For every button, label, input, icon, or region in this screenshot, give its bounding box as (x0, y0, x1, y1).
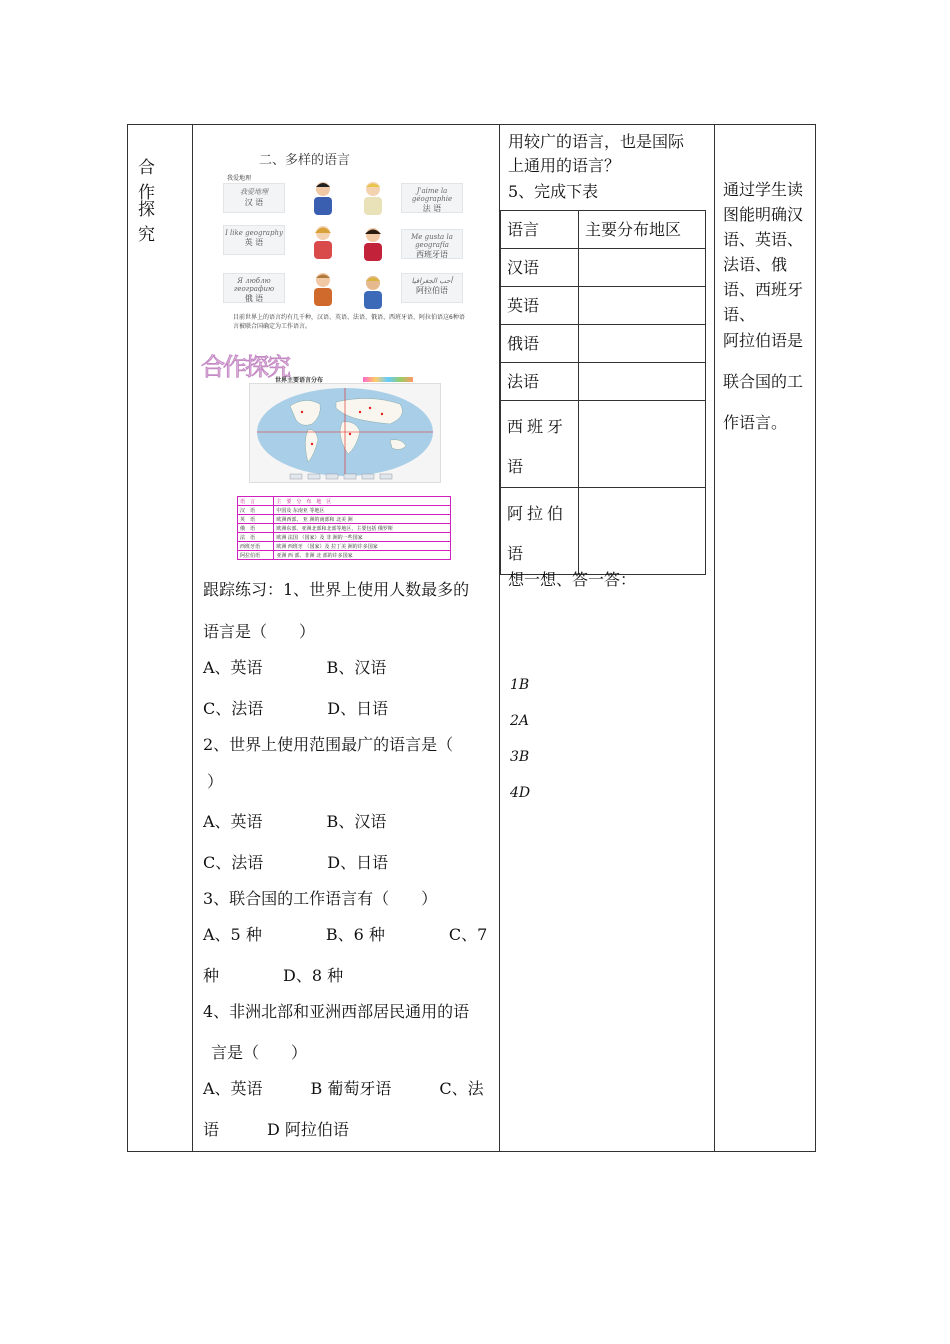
person-english-icon (308, 223, 338, 261)
q4-options-2: 语 D 阿拉伯语 (203, 1120, 349, 1139)
card-chinese: 我爱地理 汉 语 (223, 183, 285, 213)
language-distribution-table (500, 210, 706, 575)
map-color-key (363, 377, 413, 382)
intent-line-6: 语、 (723, 305, 756, 324)
person-spanish-icon (358, 225, 388, 263)
lesson-table (127, 124, 816, 1152)
answer-2: 2A (510, 713, 530, 729)
q4-line1: 4、非洲北部和亚洲西部居民通用的语 (203, 1002, 470, 1021)
card-arabic: أحب الجغرافيا 阿拉伯语 (401, 273, 463, 303)
q1-options-2: C、法语 D、日语 (203, 699, 389, 718)
person-chinese-icon (308, 179, 338, 217)
language-legend-table: 语 言 主 要 分 布 地 区 汉 语 中国及 东南亚 等地区 英 语 欧洲西部、 亚 洲的南部和 北美 洲 俄 语 欧洲东部、亚洲北部和北部等地区，主要包括 俄罗斯 法 语 欧洲 法国 （国家）及 非 洲的一些国家 西班牙语 欧洲 西班牙 （国家）及 拉丁美 洲的许多国家 阿拉伯语 亚洲 西 部、非洲 北 部的许多国家 (237, 496, 451, 560)
row-spanish: 西班牙 语 (501, 401, 579, 488)
map-title: 世界主要语言分布 (275, 377, 324, 384)
row-russian: 俄语 (501, 325, 579, 363)
illustration-caption: 目前世界上的语言约有几千种，汉语、英语、法语、俄语、西班牙语、阿拉伯语这6种语言被联合国确定为工作语言。 (233, 314, 465, 330)
q2-line1: 2、世界上使用范围最广的语言是（ (203, 735, 454, 754)
q3-options-1: A、5 种 B、6 种 C、7 (203, 925, 488, 944)
q2-options-2: C、法语 D、日语 (203, 853, 389, 872)
q-continued-line1: 用较广的语言，也是国际 (508, 132, 685, 151)
cell-blank (579, 287, 706, 325)
q3-line1: 3、联合国的工作语言有（ ） (203, 889, 438, 908)
th-language: 语言 (501, 211, 579, 249)
intent-line-1: 通过学生读 (723, 180, 804, 199)
card-french: J'aime la géographie 法 语 (401, 183, 463, 213)
q3-options-2: 种 D、8 种 (203, 966, 344, 985)
cooperate-title: 合作探究 (201, 353, 289, 381)
illustration-subheading: 我爱地理 (227, 175, 252, 182)
q1-line2: 语言是（ ） (203, 622, 316, 641)
intent-line-8: 联合国的工 (723, 372, 804, 391)
q-continued-line2: 上通用的语言？ (508, 156, 621, 175)
q1-options-1: A、英语 B、汉语 (203, 658, 387, 677)
th-region: 主要分布地区 (579, 211, 706, 249)
person-french-icon (358, 179, 388, 217)
q4-line2: 言是（ ） (211, 1043, 308, 1062)
cell-blank (579, 249, 706, 287)
card-spanish: Me gusta la geografía 西班牙语 (401, 229, 463, 259)
person-russian-icon (308, 270, 338, 308)
q2-line2: ） (207, 772, 224, 791)
world-language-map (249, 383, 441, 483)
section-label-line1: 合作 (138, 158, 177, 203)
intent-line-4: 法语、俄 (723, 255, 788, 274)
intent-line-2: 图能明确汉 (723, 205, 804, 224)
person-arabic-icon (358, 273, 388, 311)
q4-options-1: A、英语 B 葡萄牙语 C、法 (203, 1079, 484, 1098)
cell-blank (579, 363, 706, 401)
card-russian: Я люблю географию 俄 语 (223, 273, 285, 303)
language-illustration (193, 125, 499, 565)
cell-blank (579, 488, 706, 575)
intent-line-3: 语、英语、 (723, 230, 804, 249)
answer-3: 3B (510, 749, 530, 765)
row-english: 英语 (501, 287, 579, 325)
answer-4: 4D (510, 785, 531, 801)
q5-title: 5、完成下表 (508, 182, 599, 201)
q2-options-1: A、英语 B、汉语 (203, 812, 387, 831)
think-answer-label: 想一想、答一答： (508, 570, 637, 589)
answer-1: 1B (510, 677, 530, 693)
row-arabic: 阿拉伯 语 (501, 488, 579, 575)
row-chinese: 汉语 (501, 249, 579, 287)
intent-line-5: 语、西班牙 (723, 280, 804, 299)
card-english: I like geography 英 语 (223, 225, 285, 255)
intent-line-9: 作语言。 (723, 413, 788, 432)
q1-line1: 跟踪练习：1、世界上使用人数最多的 (203, 580, 470, 599)
section-label-line2: 探究 (138, 200, 177, 245)
illustration-heading: 二、多样的语言 (259, 153, 351, 168)
cell-blank (579, 401, 706, 488)
row-french: 法语 (501, 363, 579, 401)
intent-line-7: 阿拉伯语是 (723, 331, 804, 350)
cell-blank (579, 325, 706, 363)
